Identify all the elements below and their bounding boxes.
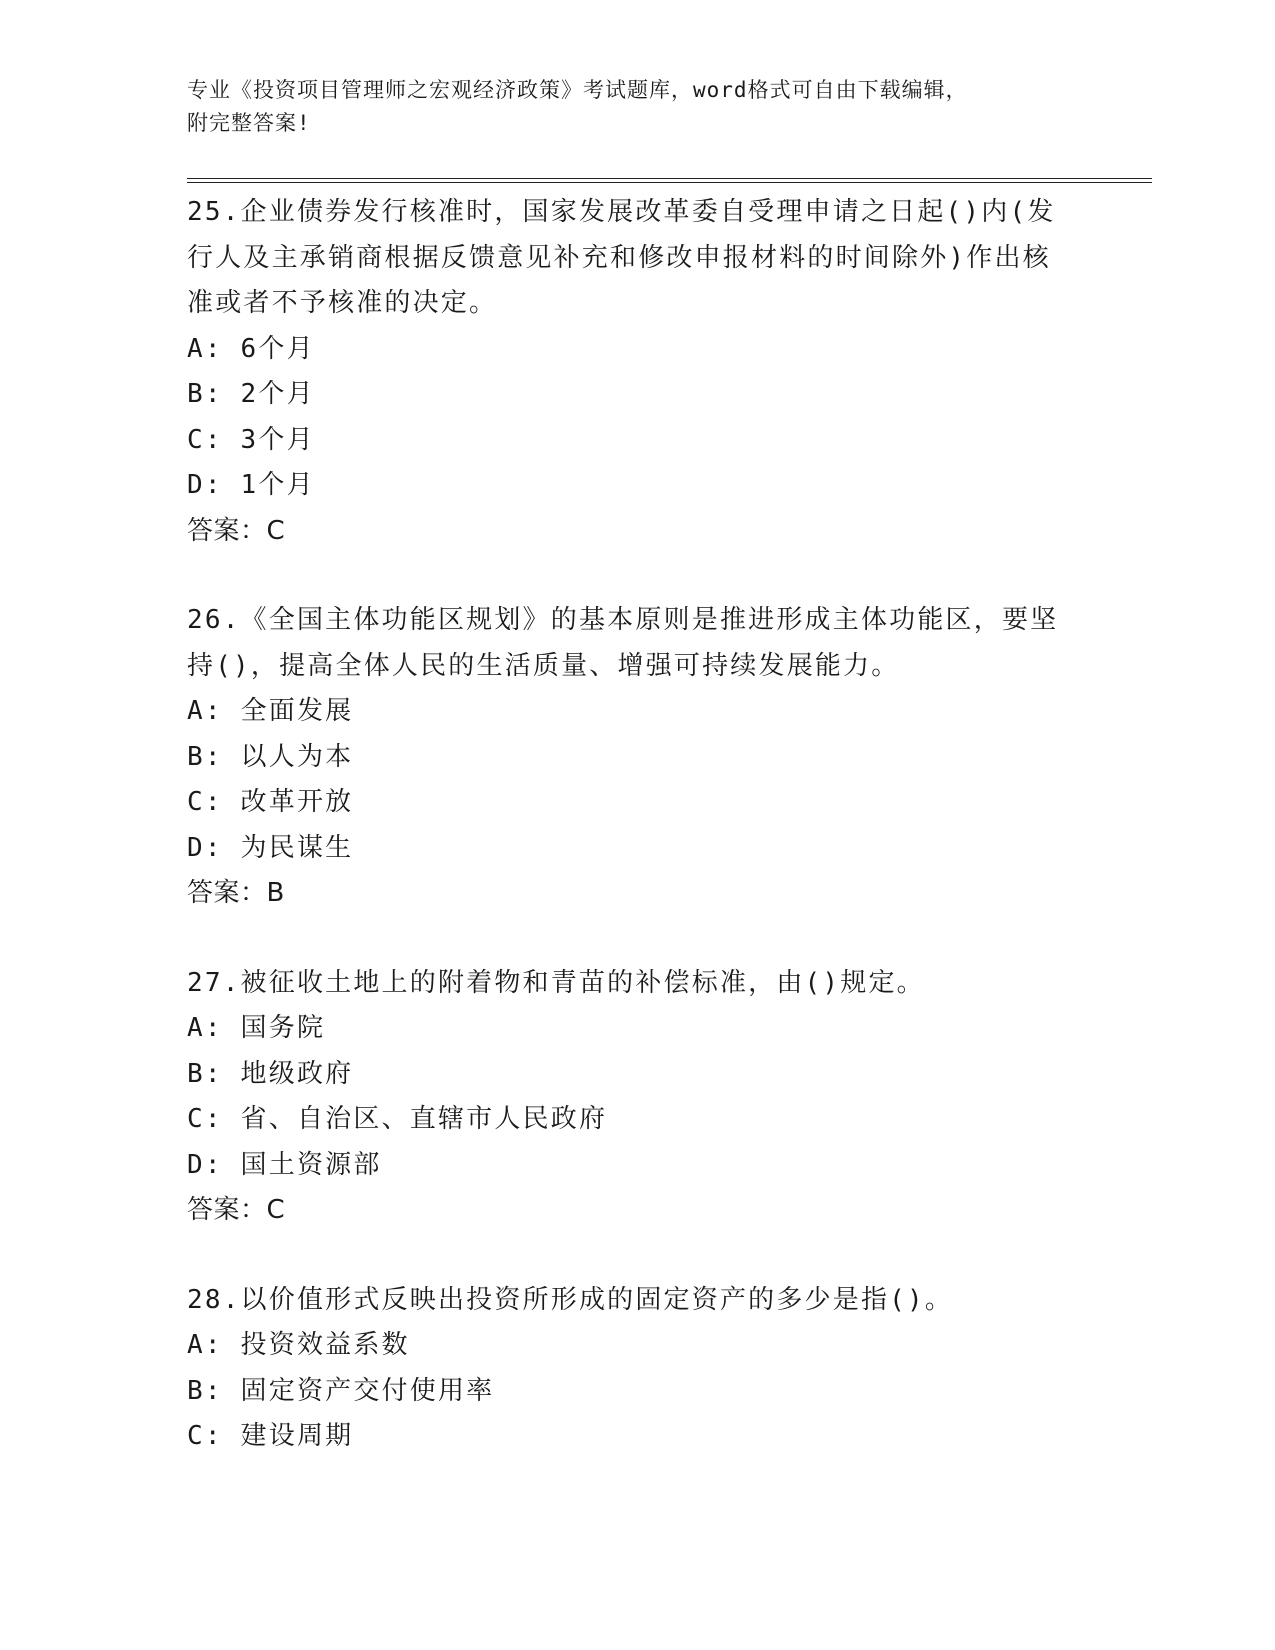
option-c: C: 省、自治区、直辖市人民政府 [187, 1104, 608, 1134]
option-a: A: 国务院 [187, 1013, 326, 1043]
header-divider-bottom [187, 182, 1152, 183]
option-c: C: 3个月 [187, 424, 315, 455]
option-b: B: 地级政府 [187, 1058, 354, 1089]
header-line-2: 附完整答案! [187, 111, 311, 135]
document-header [187, 74, 1087, 140]
question-26 [187, 598, 1087, 917]
question-stem: 26.《全国主体功能区规划》的基本原则是推进形成主体功能区，要坚持()，提高全体人民的生活质量、增强可持续发展能力。 [187, 605, 1059, 681]
option-a: A: 6个月 [187, 333, 315, 364]
option-d: D: 1个月 [187, 470, 315, 500]
answer-label: 答案：C [187, 515, 286, 546]
answer-label: 答案：B [187, 878, 285, 908]
answer-label: 答案：C [187, 1195, 286, 1225]
header-divider-top [187, 178, 1152, 179]
question-stem: 25.企业债券发行核准时，国家发展改革委自受理申请之日起()内(发行人及主承销商根据反馈意见补充和修改申报材料的时间除外)作出核准或者不予核准的决定。 [187, 197, 1056, 318]
option-b: B: 2个月 [187, 379, 315, 409]
option-a: A: 投资效益系数 [187, 1330, 410, 1360]
question-list [187, 190, 1087, 1504]
question-28 [187, 1278, 1087, 1460]
option-b: B: 固定资产交付使用率 [187, 1375, 495, 1406]
question-stem: 28.以价值形式反映出投资所形成的固定资产的多少是指()。 [187, 1284, 954, 1315]
option-c: C: 改革开放 [187, 787, 354, 817]
option-d: D: 为民谋生 [187, 832, 354, 863]
option-c: C: 建设周期 [187, 1421, 354, 1451]
option-d: D: 国土资源部 [187, 1149, 382, 1180]
header-line-1: 专业《投资项目管理师之宏观经济政策》考试题库，word格式可自由下载编辑， [187, 78, 968, 102]
question-27 [187, 961, 1087, 1234]
question-stem: 27.被征收土地上的附着物和青苗的补偿标准，由()规定。 [187, 967, 925, 998]
question-25 [187, 190, 1087, 554]
option-b: B: 以人为本 [187, 741, 354, 772]
option-a: A: 全面发展 [187, 696, 354, 726]
